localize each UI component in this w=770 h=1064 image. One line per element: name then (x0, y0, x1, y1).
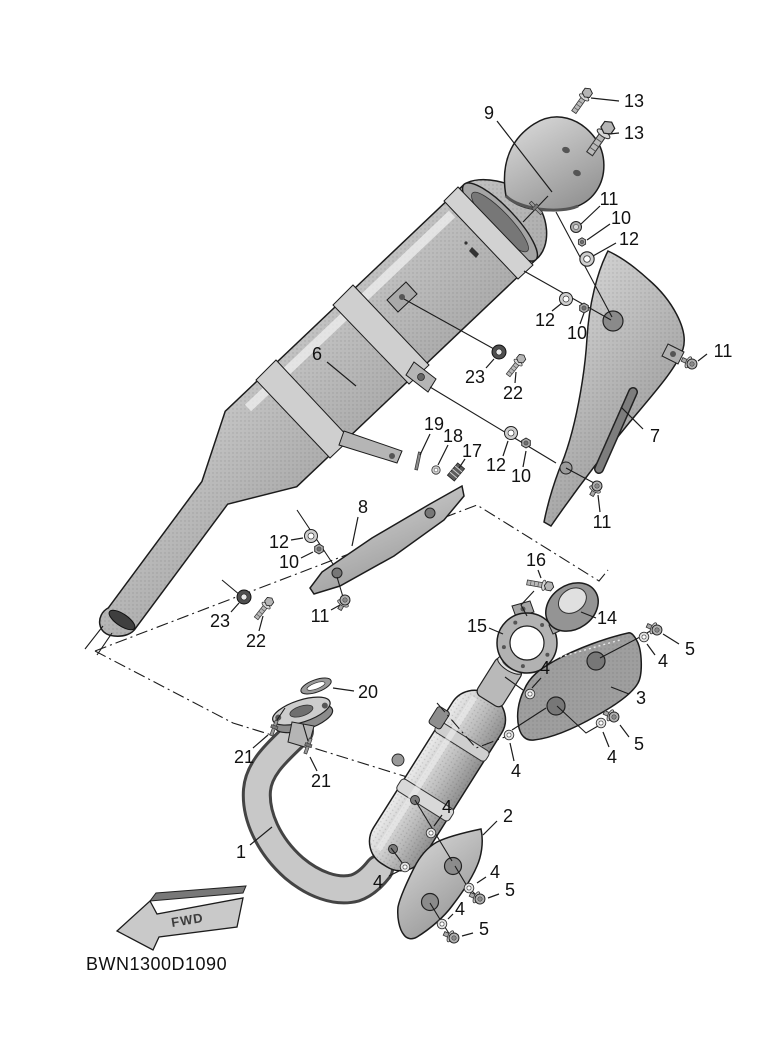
leader-line-18-14 (438, 445, 448, 465)
fastener-flatwasher-23 (639, 632, 649, 642)
leader-line-5-30 (663, 634, 679, 644)
muffler-texture (100, 180, 547, 637)
callout-23: 23 (209, 611, 231, 631)
leader-line-11-3 (581, 206, 600, 224)
fastener-hexbolt-0 (569, 86, 594, 116)
leader-line-4-40 (448, 914, 453, 919)
fastener-flangebolt-18 (334, 593, 352, 613)
callout-5: 5 (633, 734, 645, 754)
fastener-flatwasher-29 (426, 828, 436, 838)
leader-line-21-44 (310, 757, 317, 771)
fastener-brush-12 (447, 463, 464, 481)
leader-line-12-16 (503, 441, 508, 456)
shield8-hole (425, 508, 435, 518)
callout-4: 4 (441, 797, 453, 817)
callout-16: 16 (525, 550, 547, 570)
leader-line-20-42 (333, 688, 354, 691)
leader-line-5-34 (620, 725, 629, 737)
callout-23: 23 (464, 367, 486, 387)
callout-4: 4 (606, 747, 618, 767)
callout-17: 17 (461, 441, 483, 461)
callout-4: 4 (489, 862, 501, 882)
callout-11: 11 (599, 189, 619, 209)
fastener-nut-17 (315, 544, 324, 554)
fastener-gasket-37 (299, 675, 333, 698)
callout-19: 19 (423, 414, 445, 434)
leader-line-19-13 (420, 434, 430, 455)
fastener-flatwasher-25 (525, 689, 535, 699)
fastener-washer-16 (305, 530, 318, 543)
callout-6: 6 (311, 344, 323, 364)
leader-line-10-4 (587, 224, 610, 240)
callout-4: 4 (454, 899, 466, 919)
callout-12: 12 (268, 532, 290, 552)
leader-line-23-23 (231, 603, 239, 612)
shield8-hole (332, 568, 342, 578)
fastener-flatwasher-26 (504, 730, 514, 740)
callout-2: 2 (502, 806, 514, 826)
callout-4: 4 (372, 872, 384, 892)
callout-10: 10 (610, 208, 632, 228)
heat-shield-8 (310, 486, 464, 594)
assembly-line-3 (430, 387, 556, 463)
callout-4: 4 (510, 761, 522, 781)
callout-12: 12 (485, 455, 507, 475)
assembly-line-22 (97, 633, 112, 655)
leader-line-4-38 (477, 877, 486, 883)
callout-9: 9 (483, 103, 495, 123)
tail-cap-9 (504, 117, 603, 211)
fastener-flatwasher-33 (437, 919, 447, 929)
callout-3: 3 (635, 688, 647, 708)
fwd-arrow (117, 886, 246, 950)
fastener-flatwasher-31 (464, 883, 474, 893)
fastener-hexbolt-20 (252, 595, 276, 621)
leader-line-23-11 (486, 359, 494, 368)
callout-15: 15 (466, 616, 488, 636)
leader-line-4-32 (510, 743, 514, 761)
assembly-line-21 (85, 626, 103, 649)
callout-11: 11 (713, 341, 733, 361)
fastener-nut-14 (522, 438, 531, 448)
shield2-hole (422, 894, 439, 911)
sensor-boss (392, 754, 404, 766)
callout-12: 12 (534, 310, 556, 330)
leader-line-13-0 (591, 98, 619, 101)
fastener-ringwasher-19 (237, 590, 251, 604)
callout-11: 11 (310, 606, 330, 626)
callout-5: 5 (504, 880, 516, 900)
front-pipe-1 (257, 640, 539, 889)
muffler-face-dot (464, 241, 467, 244)
callout-5: 5 (478, 919, 490, 939)
leader-line-10-21 (301, 552, 313, 558)
callout-22: 22 (502, 383, 524, 403)
callout-20: 20 (357, 682, 379, 702)
callout-5: 5 (684, 639, 696, 659)
callout-12: 12 (618, 229, 640, 249)
callout-22: 22 (245, 631, 267, 651)
fastener-flangebolt-15 (586, 479, 604, 499)
leader-line-8-19 (352, 517, 358, 546)
callout-10: 10 (566, 323, 588, 343)
leader-line-22-12 (515, 372, 516, 383)
muffler-strap-upper-hole (418, 374, 425, 381)
muffler-hook-hole (389, 453, 395, 459)
leader-line-4-33 (603, 732, 609, 747)
fastener-flatwasher-27 (596, 718, 606, 728)
fastener-nut-6 (580, 303, 589, 313)
fastener-flangebolt-7 (679, 354, 699, 372)
shield3-hole (547, 697, 565, 715)
leader-line-12-20 (291, 538, 303, 540)
shield7-upper-hole (603, 311, 623, 331)
leader-line-5-39 (488, 894, 499, 898)
callout-21: 21 (310, 771, 332, 791)
callout-1: 1 (235, 842, 247, 862)
leader-line-5-41 (462, 933, 473, 936)
shield3-hole (587, 652, 605, 670)
fwd-arrow-top-face (150, 886, 246, 901)
callout-4: 4 (539, 658, 551, 678)
fastener-flangebolt-34 (441, 928, 461, 946)
pipe-shield-boss (389, 845, 398, 854)
leader-line-11-18 (598, 495, 600, 512)
clamp-opening (510, 626, 544, 660)
fastener-smallwasher-11 (432, 466, 440, 474)
fastener-washer-13 (505, 427, 518, 440)
fastener-capnut-2 (571, 222, 582, 233)
pipe-surface (257, 731, 379, 889)
shield7-tab-hole (670, 351, 676, 357)
callout-10: 10 (278, 552, 300, 572)
leader-line-16-25 (538, 570, 541, 578)
callout-10: 10 (510, 466, 532, 486)
fastener-nut-3 (578, 238, 585, 247)
callout-7: 7 (649, 426, 661, 446)
callout-13: 13 (623, 91, 645, 111)
fastener-ringwasher-8 (492, 345, 506, 359)
callout-4: 4 (657, 651, 669, 671)
callout-14: 14 (596, 608, 618, 628)
callout-21: 21 (233, 747, 255, 767)
callout-13: 13 (623, 123, 645, 143)
leader-line-4-29 (647, 644, 655, 655)
callout-18: 18 (442, 426, 464, 446)
leader-line-11-8 (698, 354, 707, 361)
leader-line-10-17 (523, 451, 526, 467)
callout-8: 8 (357, 497, 369, 517)
part-code: BWN1300D1090 (86, 954, 228, 974)
fwd-label: FWD (170, 910, 205, 930)
fastener-flatwasher-30 (400, 862, 410, 872)
leader-line-2-35 (483, 821, 497, 835)
fastener-hexbolt-21 (526, 577, 554, 592)
muffler-silencer-6 (100, 174, 547, 636)
fastener-washer-4 (580, 252, 594, 266)
callout-11: 11 (592, 512, 612, 532)
assembly-line-7 (222, 580, 240, 595)
